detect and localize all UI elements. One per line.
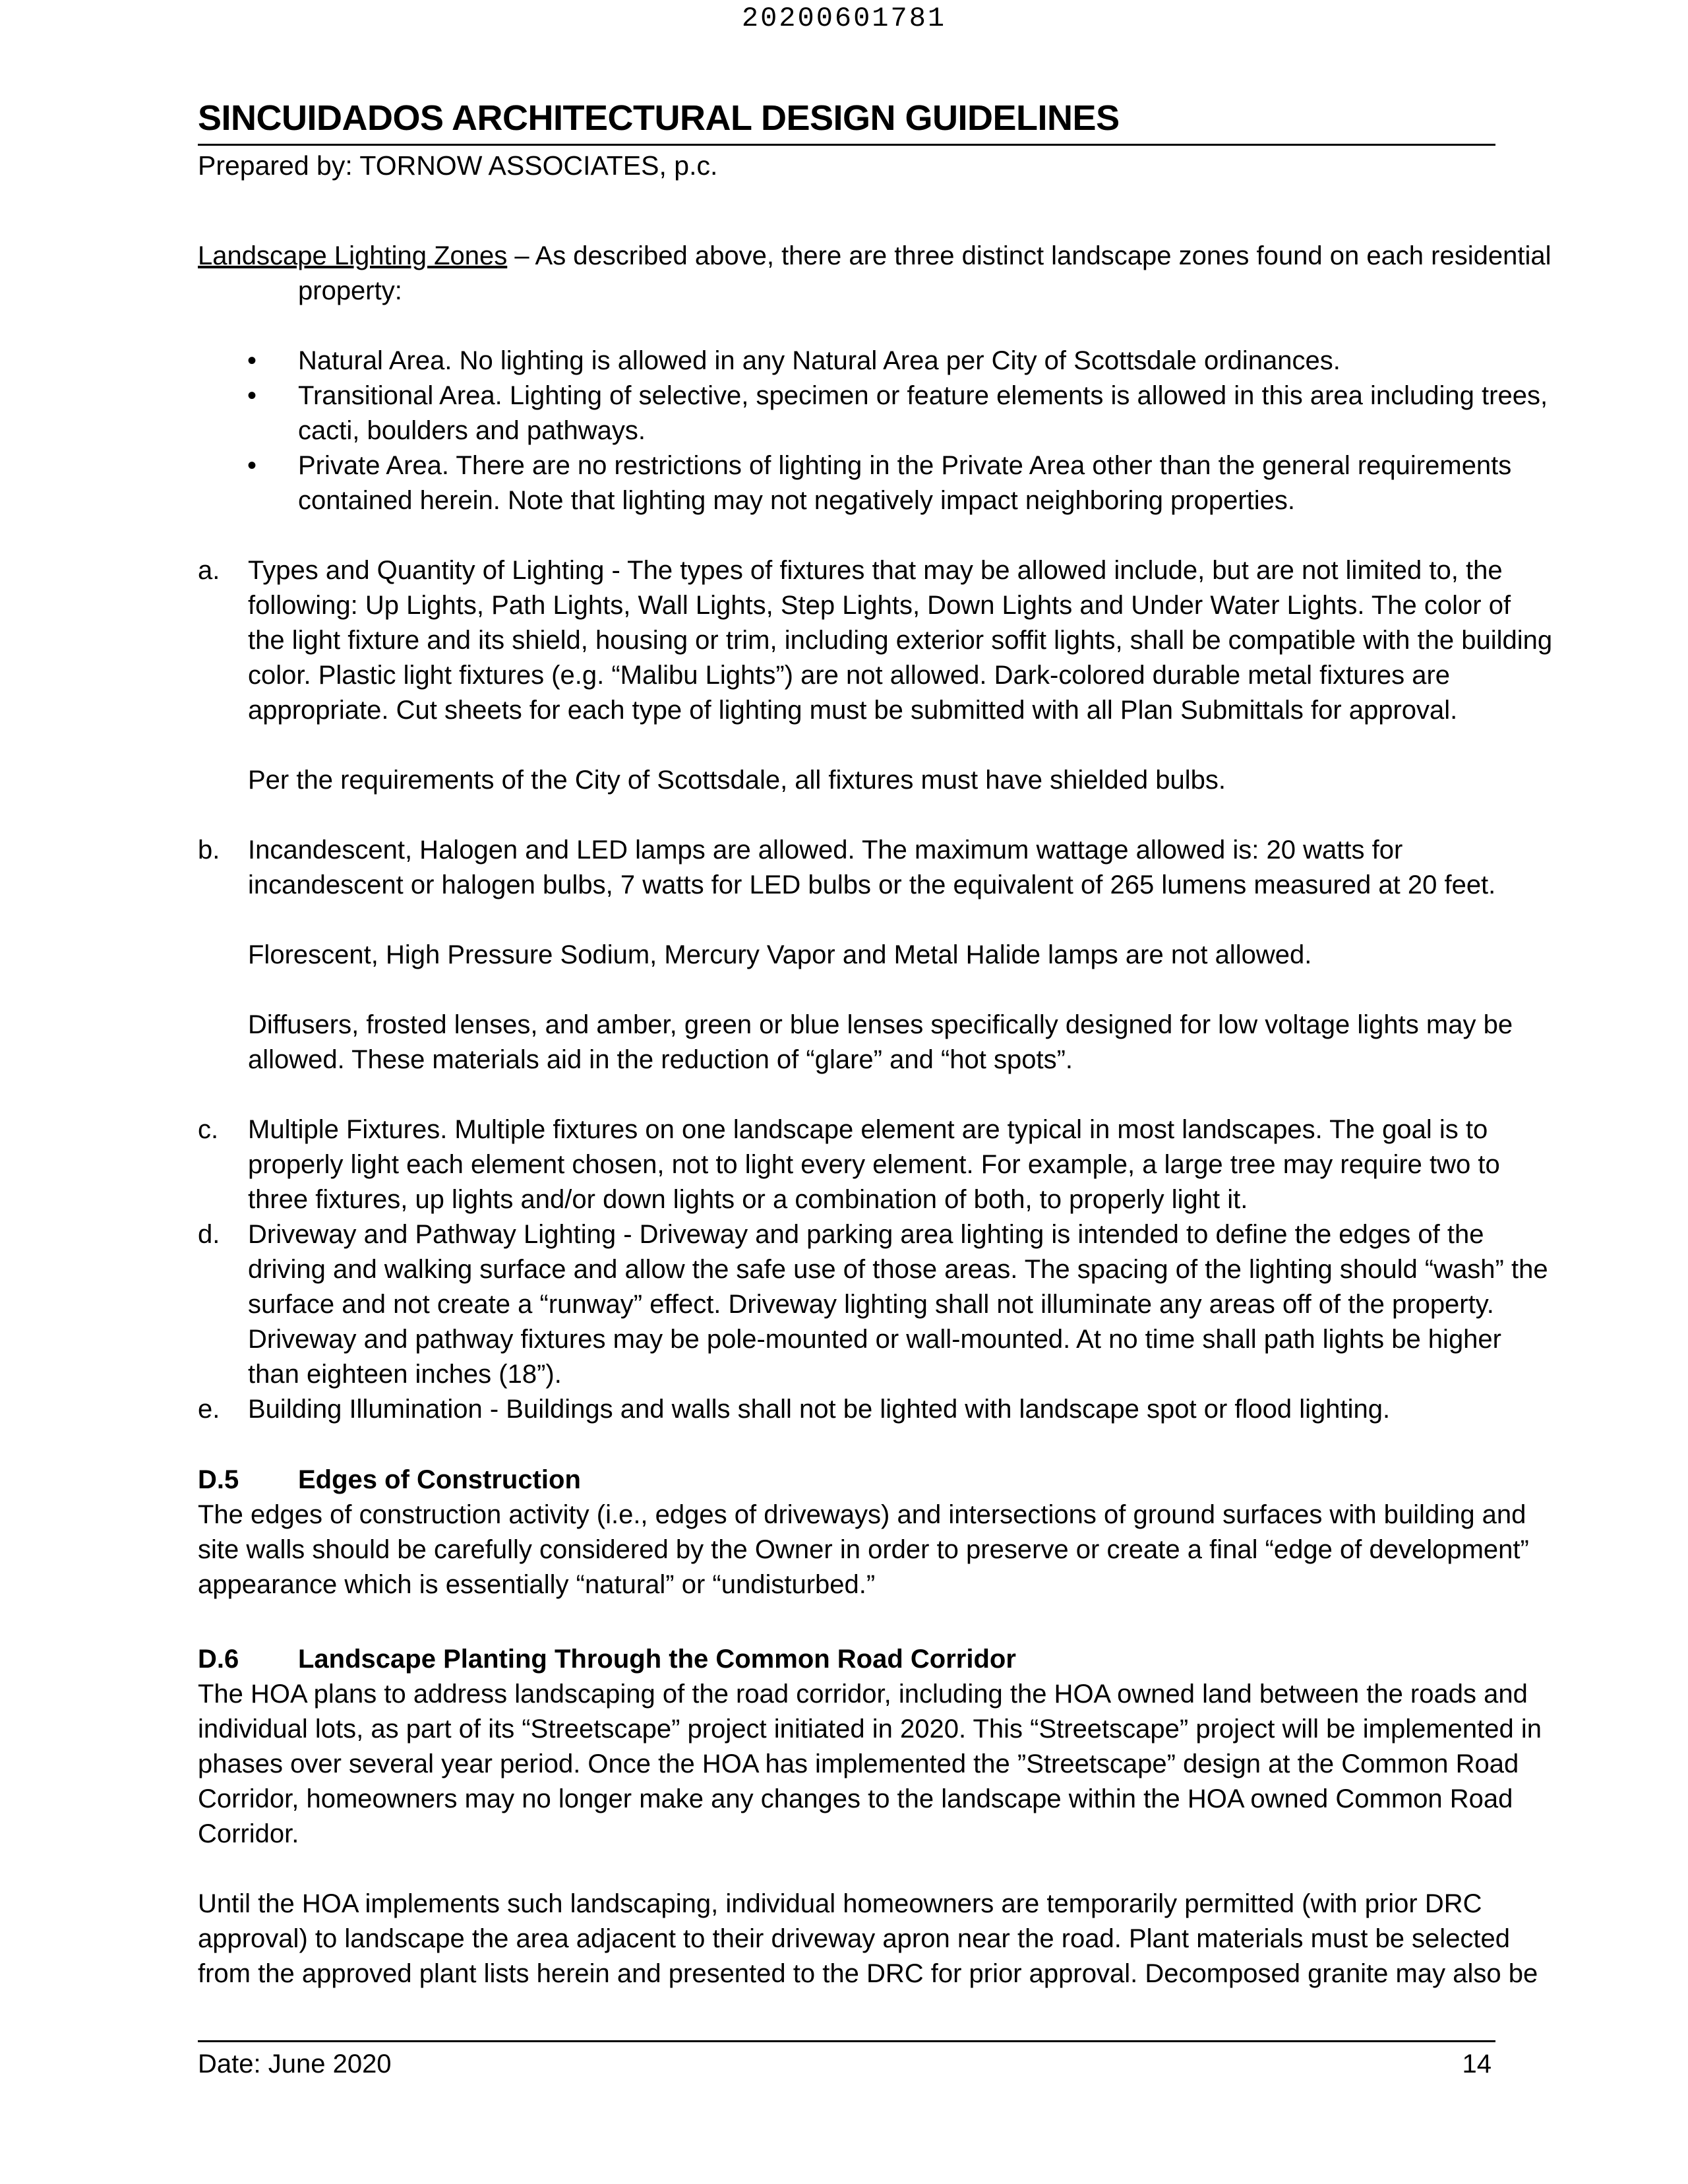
section-number: D.6 <box>198 1645 239 1674</box>
d6-line: Until the HOA implements such landscaping, individual homeowners are temporarily permitted (with prior DRC <box>198 1889 1482 1918</box>
item-c-line: three fixtures, up lights and/or down lights or a combination of both, to properly light it. <box>248 1185 1248 1214</box>
item-a-line: the light fixture and its shield, housing or trim, including exterior soffit lights, shall be compatible with the building <box>248 626 1553 655</box>
item-label: a. <box>198 556 220 585</box>
item-d-line: Driveway and Pathway Lighting - Driveway and parking area lighting is intended to define the edges of the <box>248 1220 1484 1249</box>
footer-date: Date: June 2020 <box>198 2049 392 2078</box>
section-number: D.5 <box>198 1465 239 1494</box>
item-d-line: surface and not create a “runway” effect. Driveway lighting shall not illuminate any areas off of the property. <box>248 1290 1494 1319</box>
prepared-by: Prepared by: TORNOW ASSOCIATES, p.c. <box>198 150 718 181</box>
d6-line: individual lots, as part of its “Streetscape” project initiated in 2020. This “Streetscape” project will be implemented in <box>198 1714 1542 1744</box>
item-label: c. <box>198 1115 219 1144</box>
item-label: b. <box>198 835 220 864</box>
bullet-icon: • <box>247 381 257 410</box>
zone-transitional: Transitional Area. Lighting of selective, specimen or feature elements is allowed in this area including trees, <box>298 381 1548 410</box>
d6-line: phases over several year period. Once the HOA has implemented the ”Streetscape” design at the Common Road <box>198 1749 1519 1778</box>
d6-line: The HOA plans to address landscaping of the road corridor, including the HOA owned land between the roads and <box>198 1680 1528 1709</box>
zones-intro-text: – As described above, there are three distinct landscape zones found on each residential <box>507 241 1552 270</box>
item-label: e. <box>198 1395 220 1424</box>
section-title: Edges of Construction <box>298 1465 581 1494</box>
bullet-icon: • <box>247 346 257 375</box>
item-a-line: color. Plastic light fixtures (e.g. “Malibu Lights”) are not allowed. Dark-colored durable metal fixtures are <box>248 661 1451 690</box>
d5-line: site walls should be carefully considered by the Owner in order to preserve or create a final “edge of development” <box>198 1535 1529 1564</box>
zone-natural: Natural Area. No lighting is allowed in any Natural Area per City of Scottsdale ordinances. <box>298 346 1341 375</box>
item-d-line: driving and walking surface and allow the safe use of those areas. The spacing of the lighting should “wash” the <box>248 1255 1548 1284</box>
item-a-line: following: Up Lights, Path Lights, Wall Lights, Step Lights, Down Lights and Under Water Lights. The color of <box>248 591 1511 620</box>
item-b-line: incandescent or halogen bulbs, 7 watts for LED bulbs or the equivalent of 265 lumens measured at 20 feet. <box>248 870 1496 899</box>
item-c-line: Multiple Fixtures. Multiple fixtures on one landscape element are typical in most landscapes. The goal is to <box>248 1115 1488 1144</box>
bullet-icon: • <box>247 451 257 480</box>
d5-line: appearance which is essentially “natural” or “undisturbed.” <box>198 1570 876 1599</box>
zone-transitional-cont: cacti, boulders and pathways. <box>298 416 646 445</box>
page-number: 14 <box>1462 2049 1492 2078</box>
d6-line: Corridor. <box>198 1819 299 1848</box>
header-rule <box>198 144 1495 146</box>
document-title: SINCUIDADOS ARCHITECTURAL DESIGN GUIDELINES <box>198 98 1120 138</box>
item-a-note: Per the requirements of the City of Scottsdale, all fixtures must have shielded bulbs. <box>248 766 1226 795</box>
zones-intro-cont: property: <box>298 276 402 305</box>
section-title: Landscape Planting Through the Common Road Corridor <box>298 1645 1016 1674</box>
item-b-note: Florescent, High Pressure Sodium, Mercury Vapor and Metal Halide lamps are not allowed. <box>248 940 1312 969</box>
item-a-line: appropriate. Cut sheets for each type of lighting must be submitted with all Plan Submittals for approval. <box>248 696 1458 725</box>
item-d-line: Driveway and pathway fixtures may be pole-mounted or wall-mounted. At no time shall path lights be higher <box>248 1325 1501 1354</box>
d6-line: from the approved plant lists herein and presented to the DRC for prior approval. Decomposed granite may also be <box>198 1959 1538 1988</box>
item-b-note: Diffusers, frosted lenses, and amber, green or blue lenses specifically designed for low voltage lights may be <box>248 1010 1513 1039</box>
item-d-line: than eighteen inches (18”). <box>248 1360 562 1389</box>
item-c-line: properly light each element chosen, not to light every element. For example, a large tree may require two to <box>248 1150 1500 1179</box>
zone-private: Private Area. There are no restrictions of lighting in the Private Area other than the general requirements <box>298 451 1512 480</box>
d6-line: Corridor, homeowners may no longer make any changes to the landscape within the HOA owned Common Road <box>198 1784 1513 1813</box>
footer-rule <box>198 2040 1495 2042</box>
item-a-line: Types and Quantity of Lighting - The types of fixtures that may be allowed include, but are not limited to, the <box>248 556 1503 585</box>
d5-line: The edges of construction activity (i.e., edges of driveways) and intersections of ground surfaces with building and <box>198 1500 1526 1529</box>
document-number: 20200601781 <box>741 3 947 34</box>
zone-private-cont: contained herein. Note that lighting may not negatively impact neighboring properties. <box>298 486 1296 515</box>
zones-intro <box>198 239 1552 274</box>
zones-heading: Landscape Lighting Zones <box>198 241 508 270</box>
item-b-note: allowed. These materials aid in the reduction of “glare” and “hot spots”. <box>248 1045 1073 1074</box>
item-label: d. <box>198 1220 220 1249</box>
item-e-line: Building Illumination - Buildings and walls shall not be lighted with landscape spot or flood lighting. <box>248 1395 1391 1424</box>
item-b-line: Incandescent, Halogen and LED lamps are allowed. The maximum wattage allowed is: 20 watts for <box>248 835 1403 864</box>
d6-line: approval) to landscape the area adjacent to their driveway apron near the road. Plant materials must be selected <box>198 1924 1511 1953</box>
